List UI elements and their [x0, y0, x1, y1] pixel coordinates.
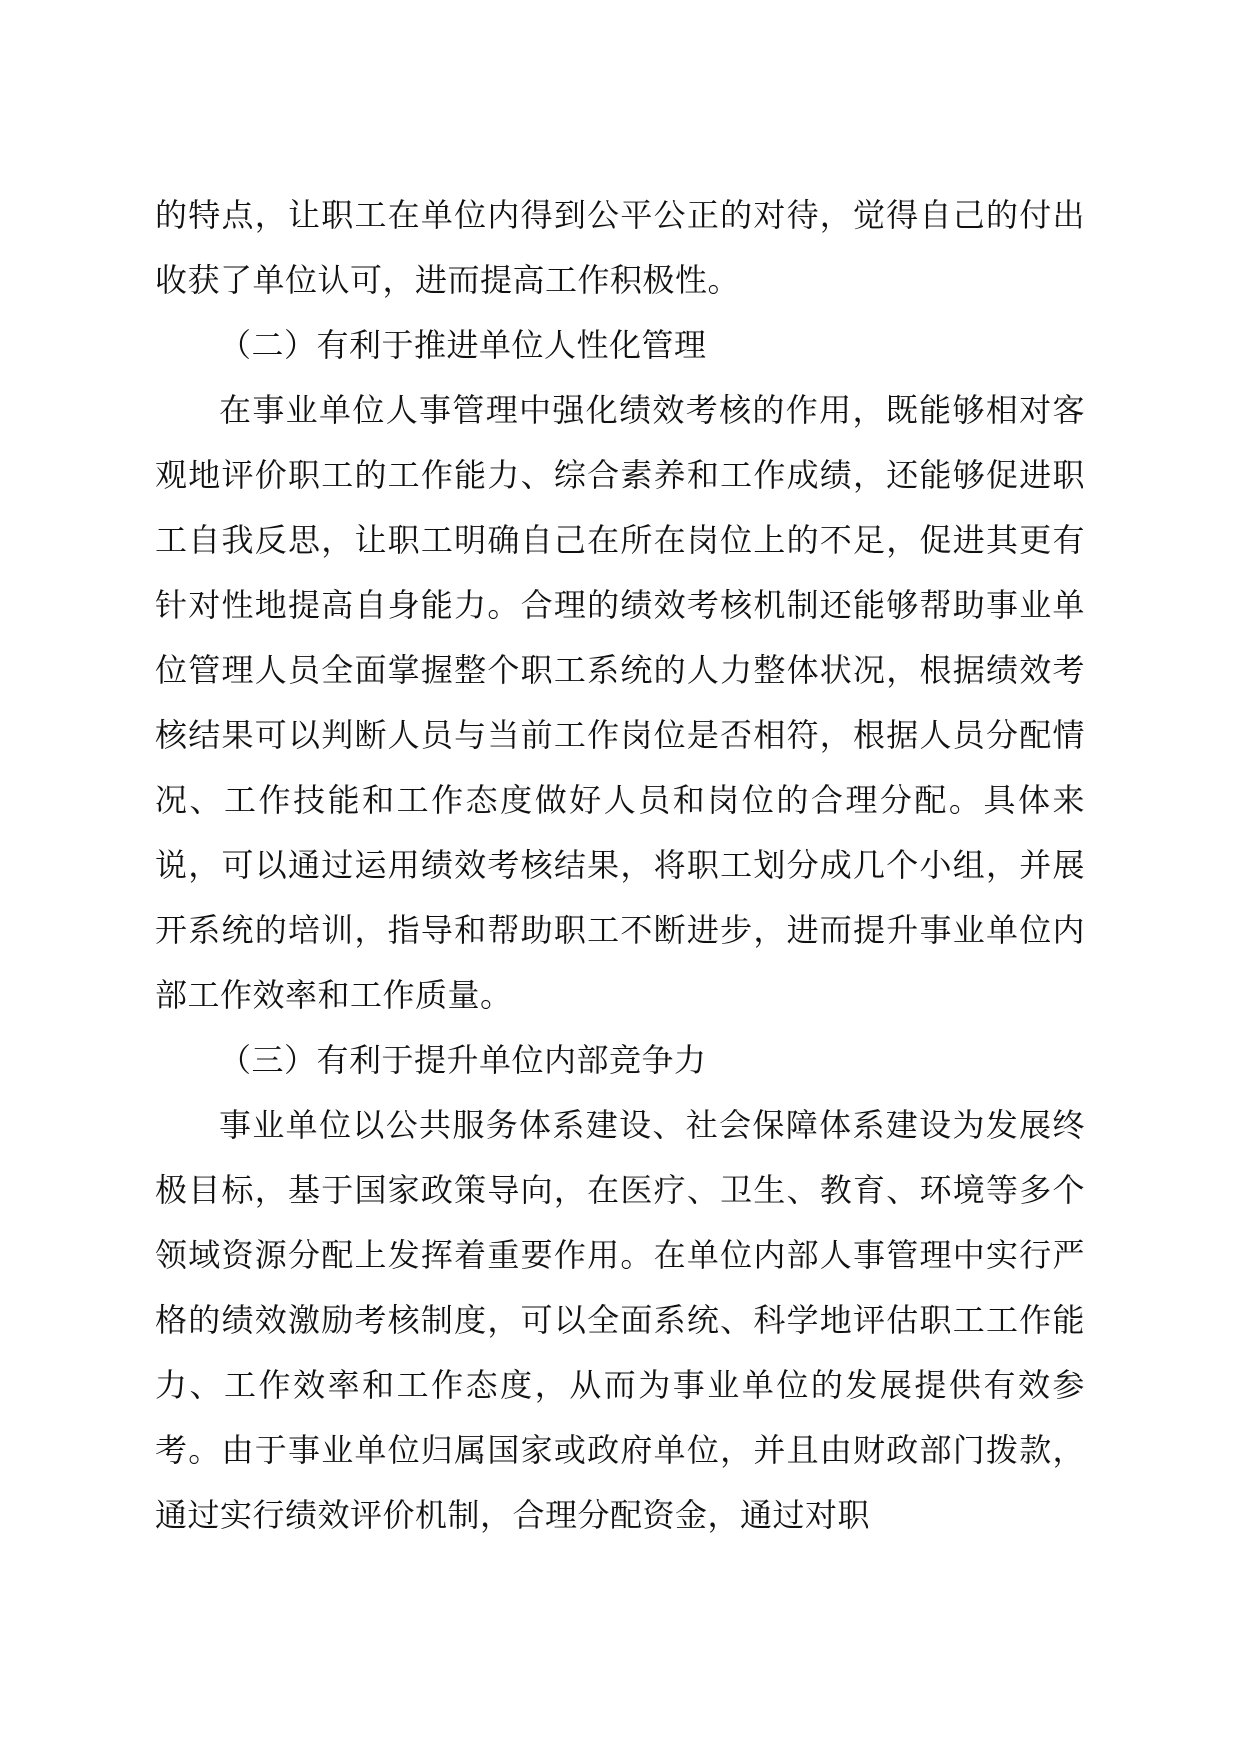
paragraph-body: 事业单位以公共服务体系建设、社会保障体系建设为发展终极目标，基于国家政策导向，在医疗、卫生、教育、环境等多个领域资源分配上发挥着重要作用。在单位内部人事管理中实行严格的绩效激励考核制度，可以全面系统、科学地评估职工工作能力、工作效率和工作态度，从而为事业单位的发展提供有效参考。由于事业单位归属国家或政府单位，并且由财政部门拨款，通过实行绩效评价机制，合理分配资金，通过对职 — [155, 1106, 1085, 1534]
paragraph-body: 在事业单位人事管理中强化绩效考核的作用，既能够相对客观地评价职工的工作能力、综合素养和工作成绩，还能够促进职工自我反思，让职工明确自己在所在岗位上的不足，促进其更有针对性地提高自身能力。合理的绩效考核机制还能够帮助事业单位管理人员全面掌握整个职工系统的人力整体状况，根据绩效考核结果可以判断人员与当前工作岗位是否相符，根据人员分配情况、工作技能和工作态度做好人员和岗位的合理分配。具体来说，可以通过运用绩效考核结果，将职工划分成几个小组，并展开系统的培训，指导和帮助职工不断进步，进而提升事业单位内部工作效率和工作质量。 — [155, 391, 1085, 1014]
section-heading-3: （三）有利于提升单位内部竞争力 — [219, 1041, 707, 1079]
section-heading-2: （二）有利于推进单位人性化管理 — [219, 326, 707, 364]
paragraph-continued: 的特点，让职工在单位内得到公平公正的对待，觉得自己的付出收获了单位认可，进而提高工作积极性。 — [155, 196, 1085, 299]
document-body — [155, 183, 1085, 1548]
